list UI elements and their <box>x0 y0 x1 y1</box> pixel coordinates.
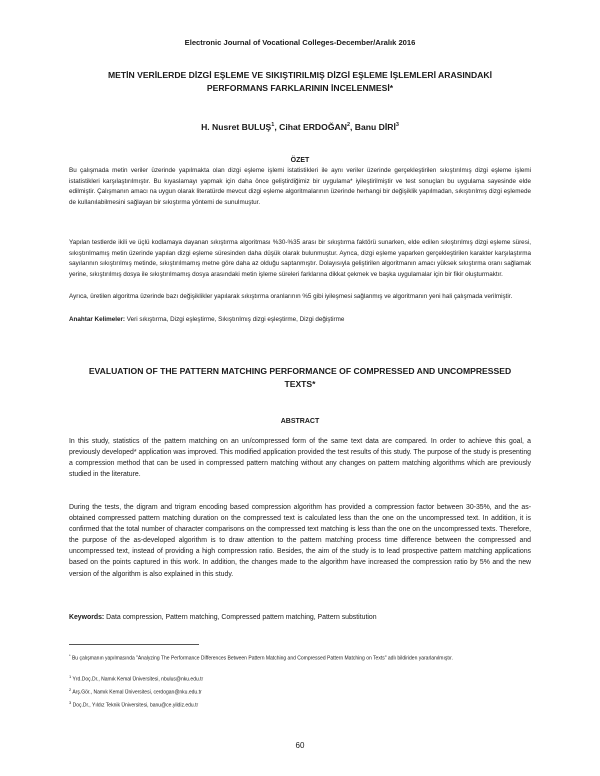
keywords-turkish-label: Anahtar Kelimeler: <box>69 316 125 323</box>
keywords-english-list: Data compression, Pattern matching, Compressed pattern matching, Pattern substitution <box>104 614 377 621</box>
footnote-divider <box>69 644 199 645</box>
ozet-paragraph: Bu çalışmada metin veriler üzerinde yapılmakta olan dizgi eşleme işlemi istatistikleri ile aynı veriler üzerinde gerçekleştirilen sıkıştırılmış dizgi eşleme işlemi istatistikleri karşılaştırılmıştır. Bu kıyaslamayı yapmak için daha önce geliştirdiğimiz bir uygulama* iyileştirilmiştir ve test sonuçları bu uygulama sayesinde elde edilmiştir. Çalışmanın amacı na uygun olarak literatürde mevcut dizgi eşleme algoritmalarının üzerinde herhangi bir değişiklik yapılmadan, sıkıştırılmış dizgi eşlemede de kullanılabilmesini sağlayan bir sıkıştırma yöntemi de sunulmuştur. <box>69 167 531 206</box>
footnote-text: Arş.Gör., Namık Kemal Üniversitesi, cerdogan@nku.edu.tr <box>71 689 202 696</box>
footnote <box>69 699 531 710</box>
journal-header: Electronic Journal of Vocational Colleges-December/Aralık 2016 <box>184 38 416 47</box>
footnote <box>69 652 531 663</box>
abstract-paragraph: During the tests, the digram and trigram encoding based compression algorithm has provided a compression factor between 30-35%, and the as-obtained compressed pattern matching duration on the compressed text is calculated less than the one on the uncompressed text. In addition, it is confirmed that the total number of character comparisons on the compressed text matching is less than the one on the uncompressed texts. Therefore, the purpose of the as-developed algorithm is to draw attention to the pattern matching process time difference between the compressed and uncompressed text, instead of providing a high compression ratio. Besides, the aim of the study is to lead prospective pattern matching applications based on the points captured in this work. In addition, the changes made to the algorithm have increased the compression ratio by 5% and the new version of the algorithm is also explained in this study. <box>69 504 531 578</box>
footnote-mark: 1 <box>69 674 72 679</box>
author-affiliation-mark: 2 <box>346 122 350 129</box>
ozet-paragraph: Yapılan testlerde ikili ve üçlü kodlamaya dayanan sıkıştırma algoritması %30-%35 arası bir sıkıştırma faktörü sunarken, elde edilen sıkıştırılmış dizgi eşleme süresi, sıkıştırılmamış metin üzerinde yapılan dizgi eşleme süresinden daha düşük olarak bulunmuştur. Ayrıca, dizgi eşleme yaparken gerçekleştirilen karakter karşılaştırma sayılarının sıkıştırılmış metinde, sıkıştırılmamış metne göre daha az olduğu saptanmıştır. Dolayısıyla geliştirilen algoritmanın amacı yüksek sıkıştırma oranı sağlamak yerine, sıkıştırılmış dosya ile sıkıştırılmamış dosya arasındaki metin işleme süreleri farklarına dikkat çekmek ve başka uygulamalar için bir fikir oluşturmaktır. <box>69 239 531 278</box>
footnote-mark: * <box>69 653 71 658</box>
author-separator: , <box>350 122 355 132</box>
keywords-english <box>69 614 531 621</box>
author-affiliation-mark: 1 <box>271 122 275 129</box>
footnote <box>69 686 531 697</box>
page-number: 60 <box>295 741 305 750</box>
title-english: EVALUATION OF THE PATTERN MATCHING PERFORMANCE OF COMPRESSED AND UNCOMPRESSED TEXTS* <box>88 366 512 389</box>
author-name: H. Nusret BULUŞ <box>201 122 272 132</box>
keywords-english-label: Keywords: <box>69 614 105 621</box>
title-turkish: METİN VERİLERDE DİZGİ EŞLEME VE SIKIŞTIRILMIŞ DİZGİ EŞLEME İŞLEMLERİ ARASINDAKİ PERFORMANS FARKLARININ İNCELENMESİ* <box>107 70 493 93</box>
author-name: Cihat ERDOĞAN <box>279 122 347 132</box>
author-separator: , <box>274 122 280 132</box>
keywords-turkish-list: Veri sıkıştırma, Dizgi eşleştirme, Sıkıştırılmış dizgi eşleştirme, Dizgi değiştirme <box>125 316 345 323</box>
footnote-mark: 3 <box>69 700 72 705</box>
author-affiliation-mark: 3 <box>395 122 399 129</box>
footnote-text: Doç.Dr., Yıldız Teknik Üniversitesi, banu@ce.yildiz.edu.tr <box>71 702 199 709</box>
footnote <box>69 673 531 684</box>
abstract-paragraph: In this study, statistics of the pattern matching on an un/compressed form of the same text data are compared. In order to achieve this goal, a previously developed* application was improved. This modified application provided the test results of this study. The purpose of the study is presenting a compression method that can be used in compressed pattern matching without any changes on pattern matching algorithms which are previously studied in the literature. <box>69 438 531 479</box>
author-list <box>0 122 600 132</box>
footnote-text: Yrd.Doç.Dr., Namık Kemal Üniversitesi, nbulus@nku.edu.tr <box>71 676 204 683</box>
abstract-heading: ABSTRACT <box>280 418 320 425</box>
footnote-mark: 2 <box>69 687 72 692</box>
ozet-heading: ÖZET <box>290 157 310 164</box>
author-name: Banu DİRİ <box>354 122 396 132</box>
keywords-turkish <box>69 316 531 323</box>
ozet-paragraph: Ayrıca, üretilen algoritma üzerinde bazı değişiklikler yapılarak sıkıştırma oranlarının %5 gibi iyileşmesi sağlanmış ve algoritmanın yeni hali çalışmada verilmiştir. <box>69 293 513 300</box>
footnote-text: Bu çalışmanın yapılmasında "Analyzing The Performance Differences Between Pattern Matching and Compressed Pattern Matching on Texts" adlı bildiriden yararlanılmıştır. <box>70 655 453 662</box>
